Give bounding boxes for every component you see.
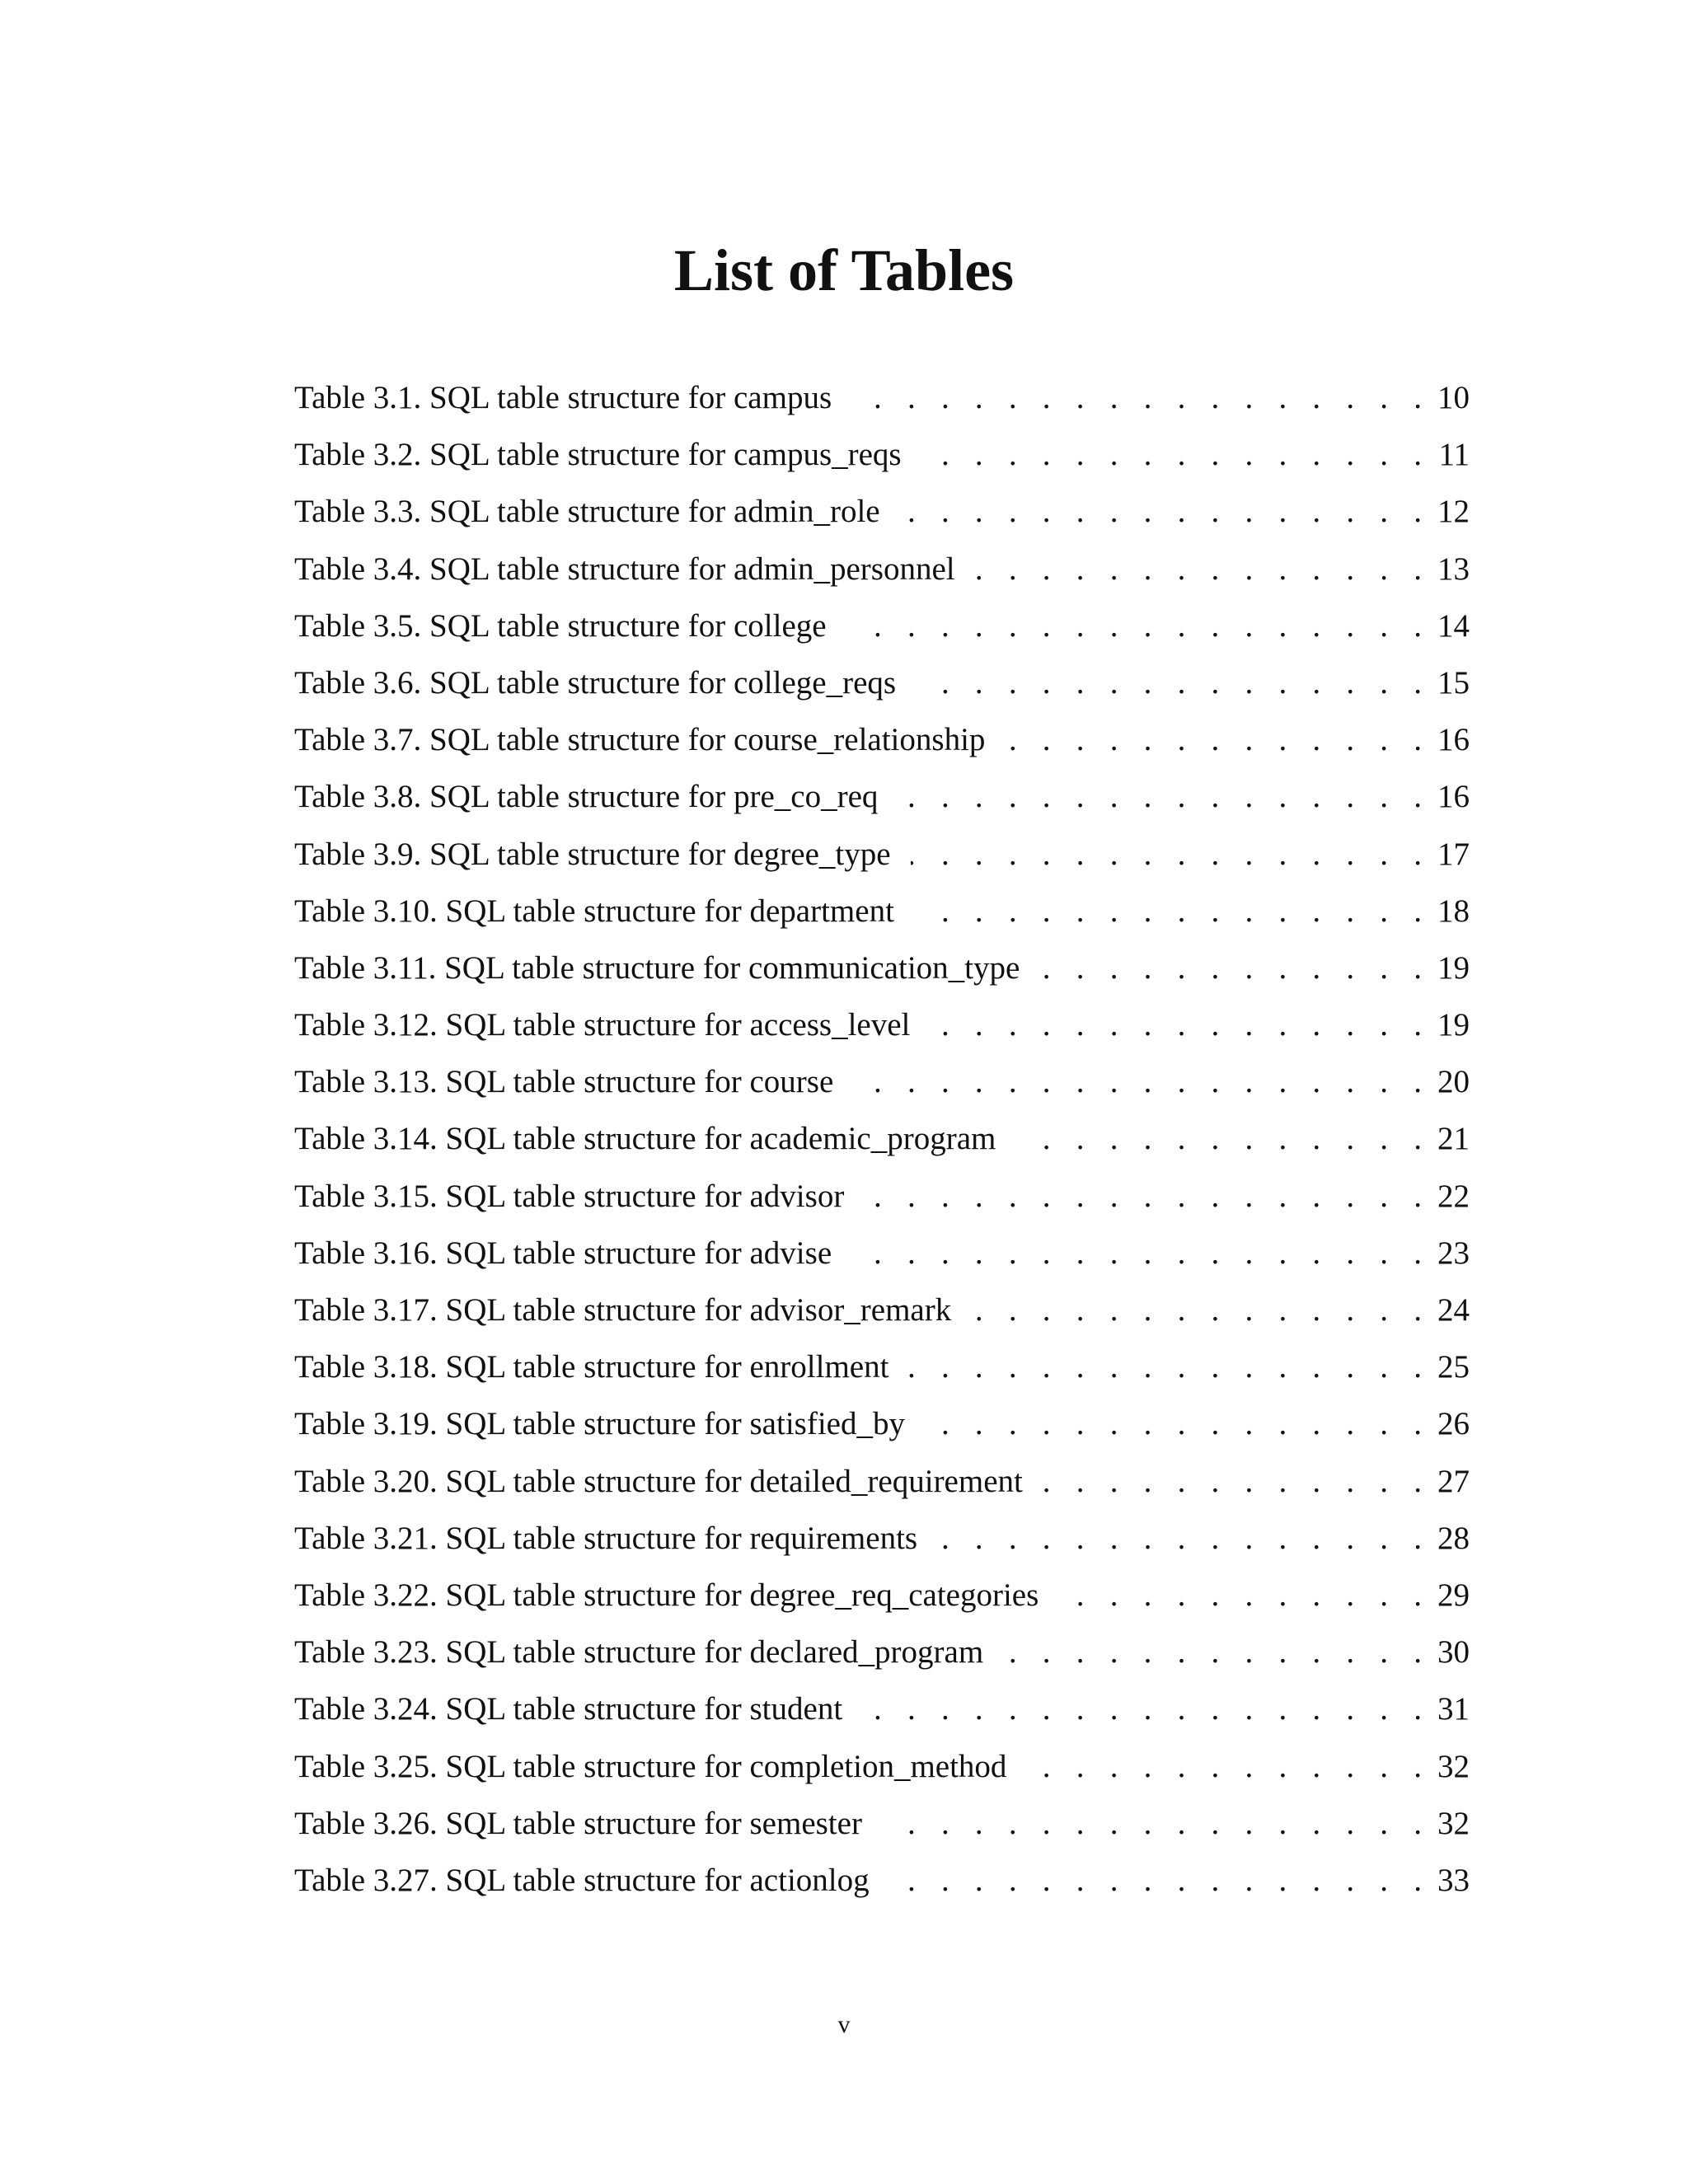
dot-leader (900, 493, 1422, 530)
toc-entry-page-number: 16 (1437, 722, 1470, 758)
dot-leader (846, 607, 1422, 644)
toc-entry-page-number: 18 (1437, 893, 1470, 929)
toc-entry[interactable] (294, 1690, 1470, 1747)
toc-entry-label: Table 3.25. SQL table structure for completion_method (294, 1748, 1007, 1784)
dot-leader (921, 436, 1422, 473)
toc-entry-page-number: 25 (1437, 1349, 1470, 1385)
toc-entry-page-number: 31 (1437, 1691, 1470, 1727)
dot-leader (908, 1348, 1422, 1385)
toc-entry-label: Table 3.11. SQL table structure for communication_type (294, 949, 1020, 986)
toc-entry[interactable] (294, 1805, 1470, 1862)
dot-leader (1003, 1633, 1422, 1671)
dot-leader (1039, 949, 1422, 987)
dot-leader (864, 1178, 1422, 1215)
toc-entry[interactable] (294, 1463, 1470, 1520)
toc-entry-label: Table 3.15. SQL table structure for advisor (294, 1178, 845, 1214)
dot-leader (862, 1690, 1422, 1727)
toc-entry[interactable] (294, 1178, 1470, 1235)
toc-entry-page-number: 15 (1437, 664, 1470, 701)
toc-entry-label: Table 3.4. SQL table structure for admin_personnel (294, 551, 955, 587)
toc-entry[interactable] (294, 1633, 1470, 1690)
toc-entry-page-number: 19 (1437, 1007, 1470, 1043)
dot-leader (851, 1235, 1422, 1272)
toc-entry-page-number: 11 (1438, 437, 1470, 473)
toc-entry-label: Table 3.6. SQL table structure for college_reqs (294, 664, 897, 701)
toc-entry-label: Table 3.14. SQL table structure for academic_program (294, 1121, 996, 1157)
toc-entry-page-number: 21 (1437, 1121, 1470, 1157)
dot-leader (851, 379, 1422, 416)
list-of-tables (294, 379, 1470, 1919)
dot-leader (930, 1006, 1422, 1043)
toc-entry[interactable] (294, 778, 1470, 835)
toc-entry-label: Table 3.17. SQL table structure for advisor_remark (294, 1292, 952, 1328)
toc-entry[interactable] (294, 379, 1470, 436)
toc-entry-page-number: 20 (1437, 1064, 1470, 1100)
toc-entry-label: Table 3.9. SQL table structure for degree_type (294, 836, 891, 872)
toc-entry[interactable] (294, 1405, 1470, 1462)
dot-leader (914, 893, 1422, 930)
toc-entry-page-number: 14 (1437, 607, 1470, 644)
dot-leader (889, 1862, 1422, 1899)
toc-entry-label: Table 3.26. SQL table structure for semester (294, 1805, 862, 1841)
toc-entry[interactable] (294, 1063, 1470, 1120)
toc-entry[interactable] (294, 493, 1470, 550)
page-title: List of Tables (673, 237, 1015, 303)
dot-leader (898, 778, 1422, 815)
toc-entry-page-number: 24 (1437, 1292, 1470, 1328)
toc-entry-label: Table 3.3. SQL table structure for admin_role (294, 494, 880, 530)
toc-entry-label: Table 3.8. SQL table structure for pre_co_req (294, 779, 879, 815)
toc-entry-page-number: 32 (1437, 1748, 1470, 1784)
toc-entry-label: Table 3.19. SQL table structure for satisfied_by (294, 1406, 905, 1442)
toc-entry-page-number: 22 (1437, 1178, 1470, 1214)
toc-entry[interactable] (294, 893, 1470, 949)
toc-entry[interactable] (294, 664, 1470, 721)
toc-entry-label: Table 3.7. SQL table structure for course_relationship (294, 722, 986, 758)
page-number: v (837, 2011, 851, 2038)
toc-entry-page-number: 19 (1437, 949, 1470, 986)
toc-entry-page-number: 10 (1437, 380, 1470, 415)
toc-entry-page-number: 33 (1437, 1862, 1470, 1898)
dot-leader (882, 1805, 1422, 1842)
toc-entry[interactable] (294, 607, 1470, 664)
toc-entry-page-number: 26 (1437, 1406, 1470, 1442)
toc-entry[interactable] (294, 1120, 1470, 1177)
toc-entry-page-number: 30 (1437, 1634, 1470, 1671)
dot-leader (975, 551, 1422, 588)
toc-entry[interactable] (294, 1748, 1470, 1805)
toc-entry-page-number: 29 (1437, 1577, 1470, 1613)
dot-leader (937, 1520, 1422, 1557)
toc-entry-label: Table 3.22. SQL table structure for degree_req_categories (294, 1577, 1039, 1613)
toc-entry-label: Table 3.18. SQL table structure for enrollment (294, 1349, 889, 1385)
toc-entry[interactable] (294, 1348, 1470, 1405)
toc-entry-label: Table 3.1. SQL table structure for campus (294, 380, 832, 415)
toc-entry-label: Table 3.20. SQL table structure for detailed_requirement (294, 1463, 1023, 1499)
dot-leader (1015, 1120, 1422, 1157)
toc-entry-page-number: 32 (1437, 1805, 1470, 1841)
toc-entry[interactable] (294, 721, 1470, 778)
dot-leader (853, 1063, 1422, 1100)
toc-entry-page-number: 13 (1437, 551, 1470, 587)
toc-entry-label: Table 3.10. SQL table structure for department (294, 893, 894, 929)
dot-leader (916, 664, 1422, 701)
toc-entry-page-number: 27 (1437, 1463, 1470, 1499)
dot-leader (1043, 1463, 1422, 1500)
toc-entry[interactable] (294, 1862, 1470, 1919)
toc-entry-page-number: 28 (1437, 1520, 1470, 1556)
toc-entry-page-number: 17 (1437, 836, 1470, 872)
toc-entry-label: Table 3.5. SQL table structure for college (294, 607, 827, 644)
toc-entry[interactable] (294, 1577, 1470, 1633)
toc-entry-label: Table 3.21. SQL table structure for requirements (294, 1520, 918, 1556)
toc-entry[interactable] (294, 1520, 1470, 1577)
toc-entry[interactable] (294, 1006, 1470, 1063)
toc-entry-label: Table 3.2. SQL table structure for campus_reqs (294, 437, 902, 473)
toc-entry[interactable] (294, 836, 1470, 893)
toc-entry-label: Table 3.27. SQL table structure for actionlog (294, 1862, 870, 1898)
dot-leader (1058, 1577, 1422, 1614)
toc-entry[interactable] (294, 551, 1470, 607)
toc-entry-label: Table 3.24. SQL table structure for student (294, 1691, 843, 1727)
dot-leader (911, 836, 1422, 873)
dot-leader (971, 1291, 1422, 1329)
toc-entry[interactable] (294, 949, 1470, 1006)
toc-entry-label: Table 3.16. SQL table structure for advise (294, 1235, 832, 1271)
dot-leader (925, 1405, 1422, 1442)
toc-entry-page-number: 23 (1437, 1235, 1470, 1271)
dot-leader (1005, 721, 1422, 758)
dot-leader (1026, 1748, 1422, 1785)
toc-entry[interactable] (294, 436, 1470, 493)
toc-entry[interactable] (294, 1235, 1470, 1291)
toc-entry-page-number: 12 (1437, 494, 1470, 530)
toc-entry[interactable] (294, 1291, 1470, 1348)
toc-entry-label: Table 3.23. SQL table structure for declared_program (294, 1634, 984, 1671)
toc-entry-label: Table 3.12. SQL table structure for access_level (294, 1007, 911, 1043)
toc-entry-page-number: 16 (1437, 779, 1470, 815)
toc-entry-label: Table 3.13. SQL table structure for course (294, 1064, 834, 1100)
